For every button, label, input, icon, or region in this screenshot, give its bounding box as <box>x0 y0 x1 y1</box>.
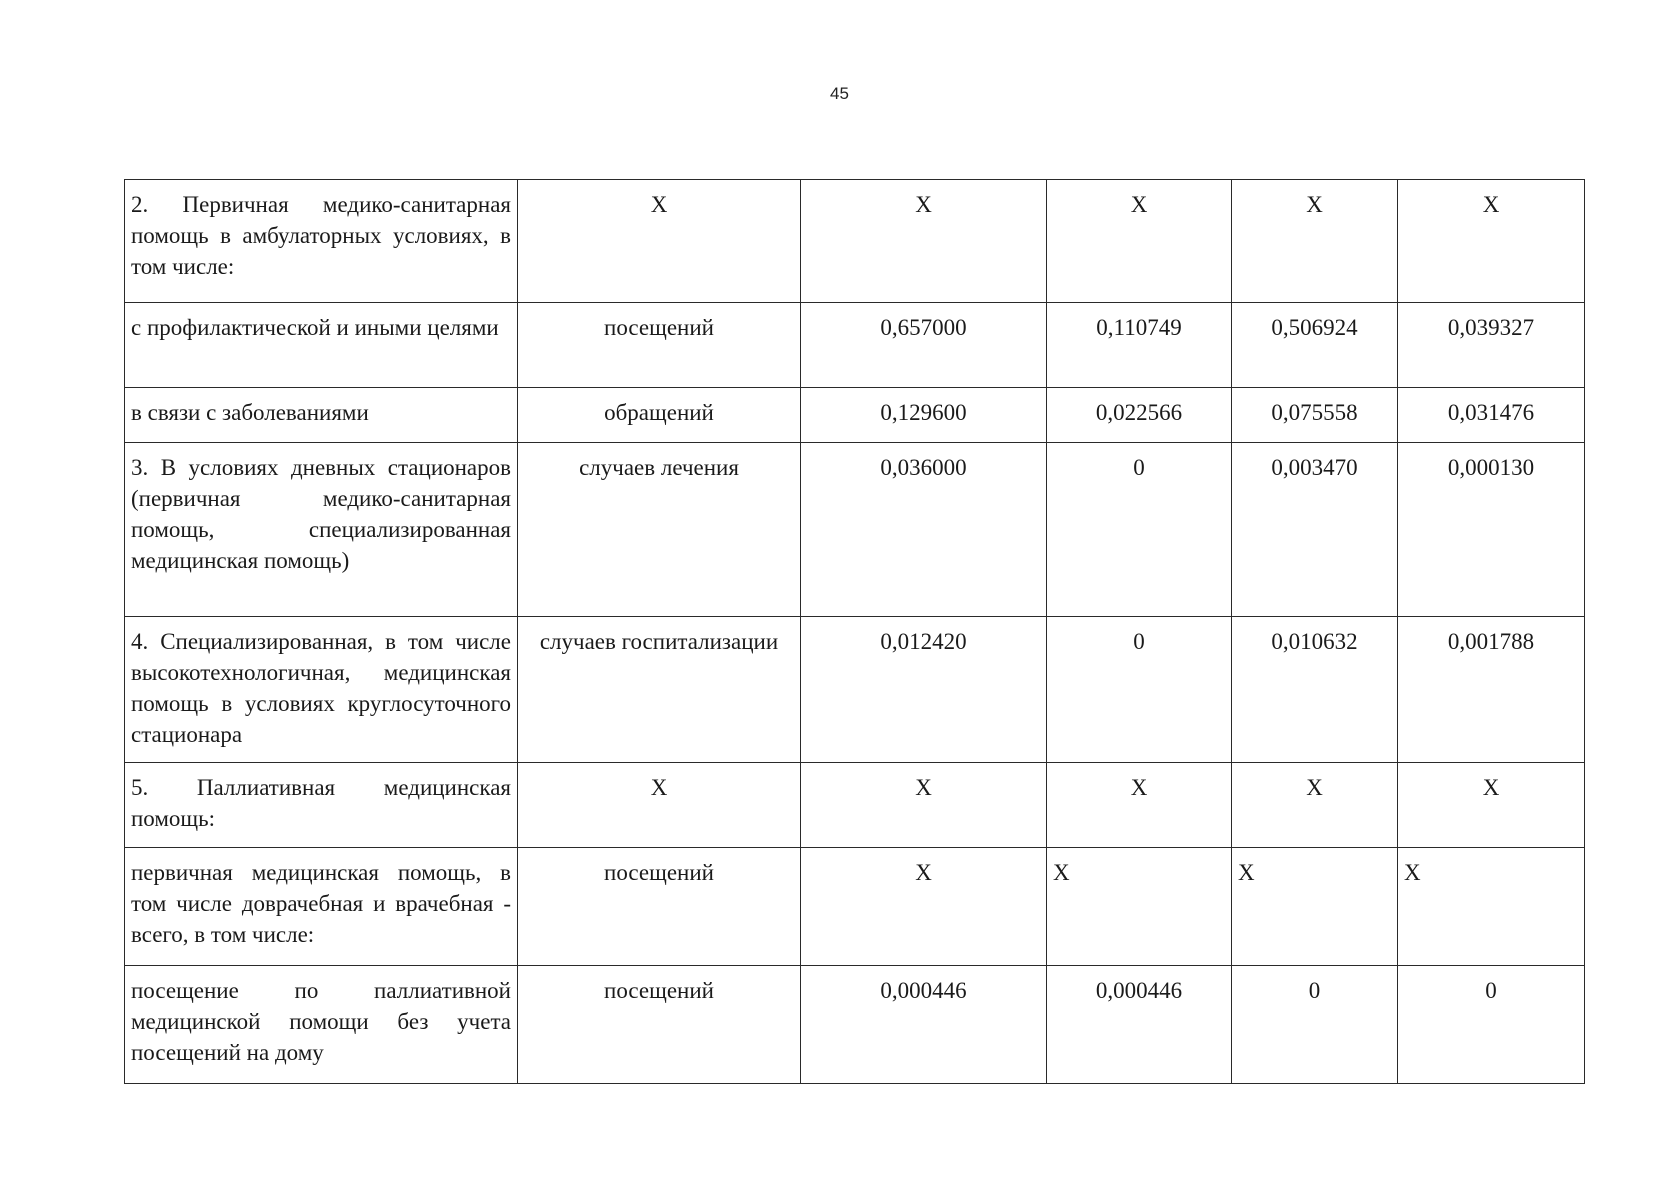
row-label: первичная медицинская помощь, в том числе доврачебная и врачебная - всего, в том числе: <box>125 848 518 966</box>
value-cell: 0,506924 <box>1232 303 1398 388</box>
value-cell: X <box>801 763 1047 848</box>
unit-cell: случаев госпитализации <box>518 617 801 763</box>
value-cell: X <box>1047 763 1232 848</box>
value-cell: X <box>1047 848 1232 966</box>
value-cell: X <box>1398 763 1585 848</box>
row-label: посещение по паллиативной медицинской помощи без учета посещений на дому <box>125 966 518 1084</box>
value-cell: X <box>1047 180 1232 303</box>
value-cell: 0 <box>1047 443 1232 617</box>
value-cell: 0,003470 <box>1232 443 1398 617</box>
value-cell: 0,036000 <box>801 443 1047 617</box>
value-cell: 0,012420 <box>801 617 1047 763</box>
value-cell: X <box>1398 848 1585 966</box>
unit-cell: посещений <box>518 848 801 966</box>
row-label: в связи с заболеваниями <box>125 388 518 443</box>
table-row <box>125 303 1585 388</box>
value-cell: X <box>801 180 1047 303</box>
unit-cell: случаев лечения <box>518 443 801 617</box>
value-cell: 0,129600 <box>801 388 1047 443</box>
value-cell: 0,000446 <box>801 966 1047 1084</box>
page-number: 45 <box>830 84 849 103</box>
value-cell: 0,022566 <box>1047 388 1232 443</box>
unit-cell: X <box>518 763 801 848</box>
value-cell: 0,039327 <box>1398 303 1585 388</box>
value-cell: X <box>1232 848 1398 966</box>
row-label: с профилактической и иными целями <box>125 303 518 388</box>
value-cell: 0,657000 <box>801 303 1047 388</box>
row-label: 3. В условиях дневных стационаров (первичная медико-санитарная помощь, специализированная медицинская помощь) <box>125 443 518 617</box>
value-cell: 0,010632 <box>1232 617 1398 763</box>
value-cell: 0,000130 <box>1398 443 1585 617</box>
row-label: 2. Первичная медико-санитарная помощь в амбулаторных условиях, в том числе: <box>125 180 518 303</box>
row-label: 4. Специализированная, в том числе высокотехнологичная, медицинская помощь в условиях круглосуточного стационара <box>125 617 518 763</box>
value-cell: X <box>1232 763 1398 848</box>
unit-cell: посещений <box>518 966 801 1084</box>
value-cell: 0,110749 <box>1047 303 1232 388</box>
table-row <box>125 443 1585 617</box>
value-cell: X <box>801 848 1047 966</box>
value-cell: X <box>1232 180 1398 303</box>
value-cell: 0 <box>1398 966 1585 1084</box>
table-row <box>125 180 1585 303</box>
value-cell: 0,001788 <box>1398 617 1585 763</box>
value-cell: 0 <box>1232 966 1398 1084</box>
table-row <box>125 848 1585 966</box>
value-cell: 0,075558 <box>1232 388 1398 443</box>
unit-cell: X <box>518 180 801 303</box>
row-label: 5. Паллиативная медицинская помощь: <box>125 763 518 848</box>
value-cell: 0,031476 <box>1398 388 1585 443</box>
data-table <box>124 179 1585 1084</box>
table-row <box>125 617 1585 763</box>
value-cell: X <box>1398 180 1585 303</box>
value-cell: 0,000446 <box>1047 966 1232 1084</box>
table-row <box>125 966 1585 1084</box>
value-cell: 0 <box>1047 617 1232 763</box>
unit-cell: посещений <box>518 303 801 388</box>
table-row <box>125 388 1585 443</box>
table-row <box>125 763 1585 848</box>
unit-cell: обращений <box>518 388 801 443</box>
